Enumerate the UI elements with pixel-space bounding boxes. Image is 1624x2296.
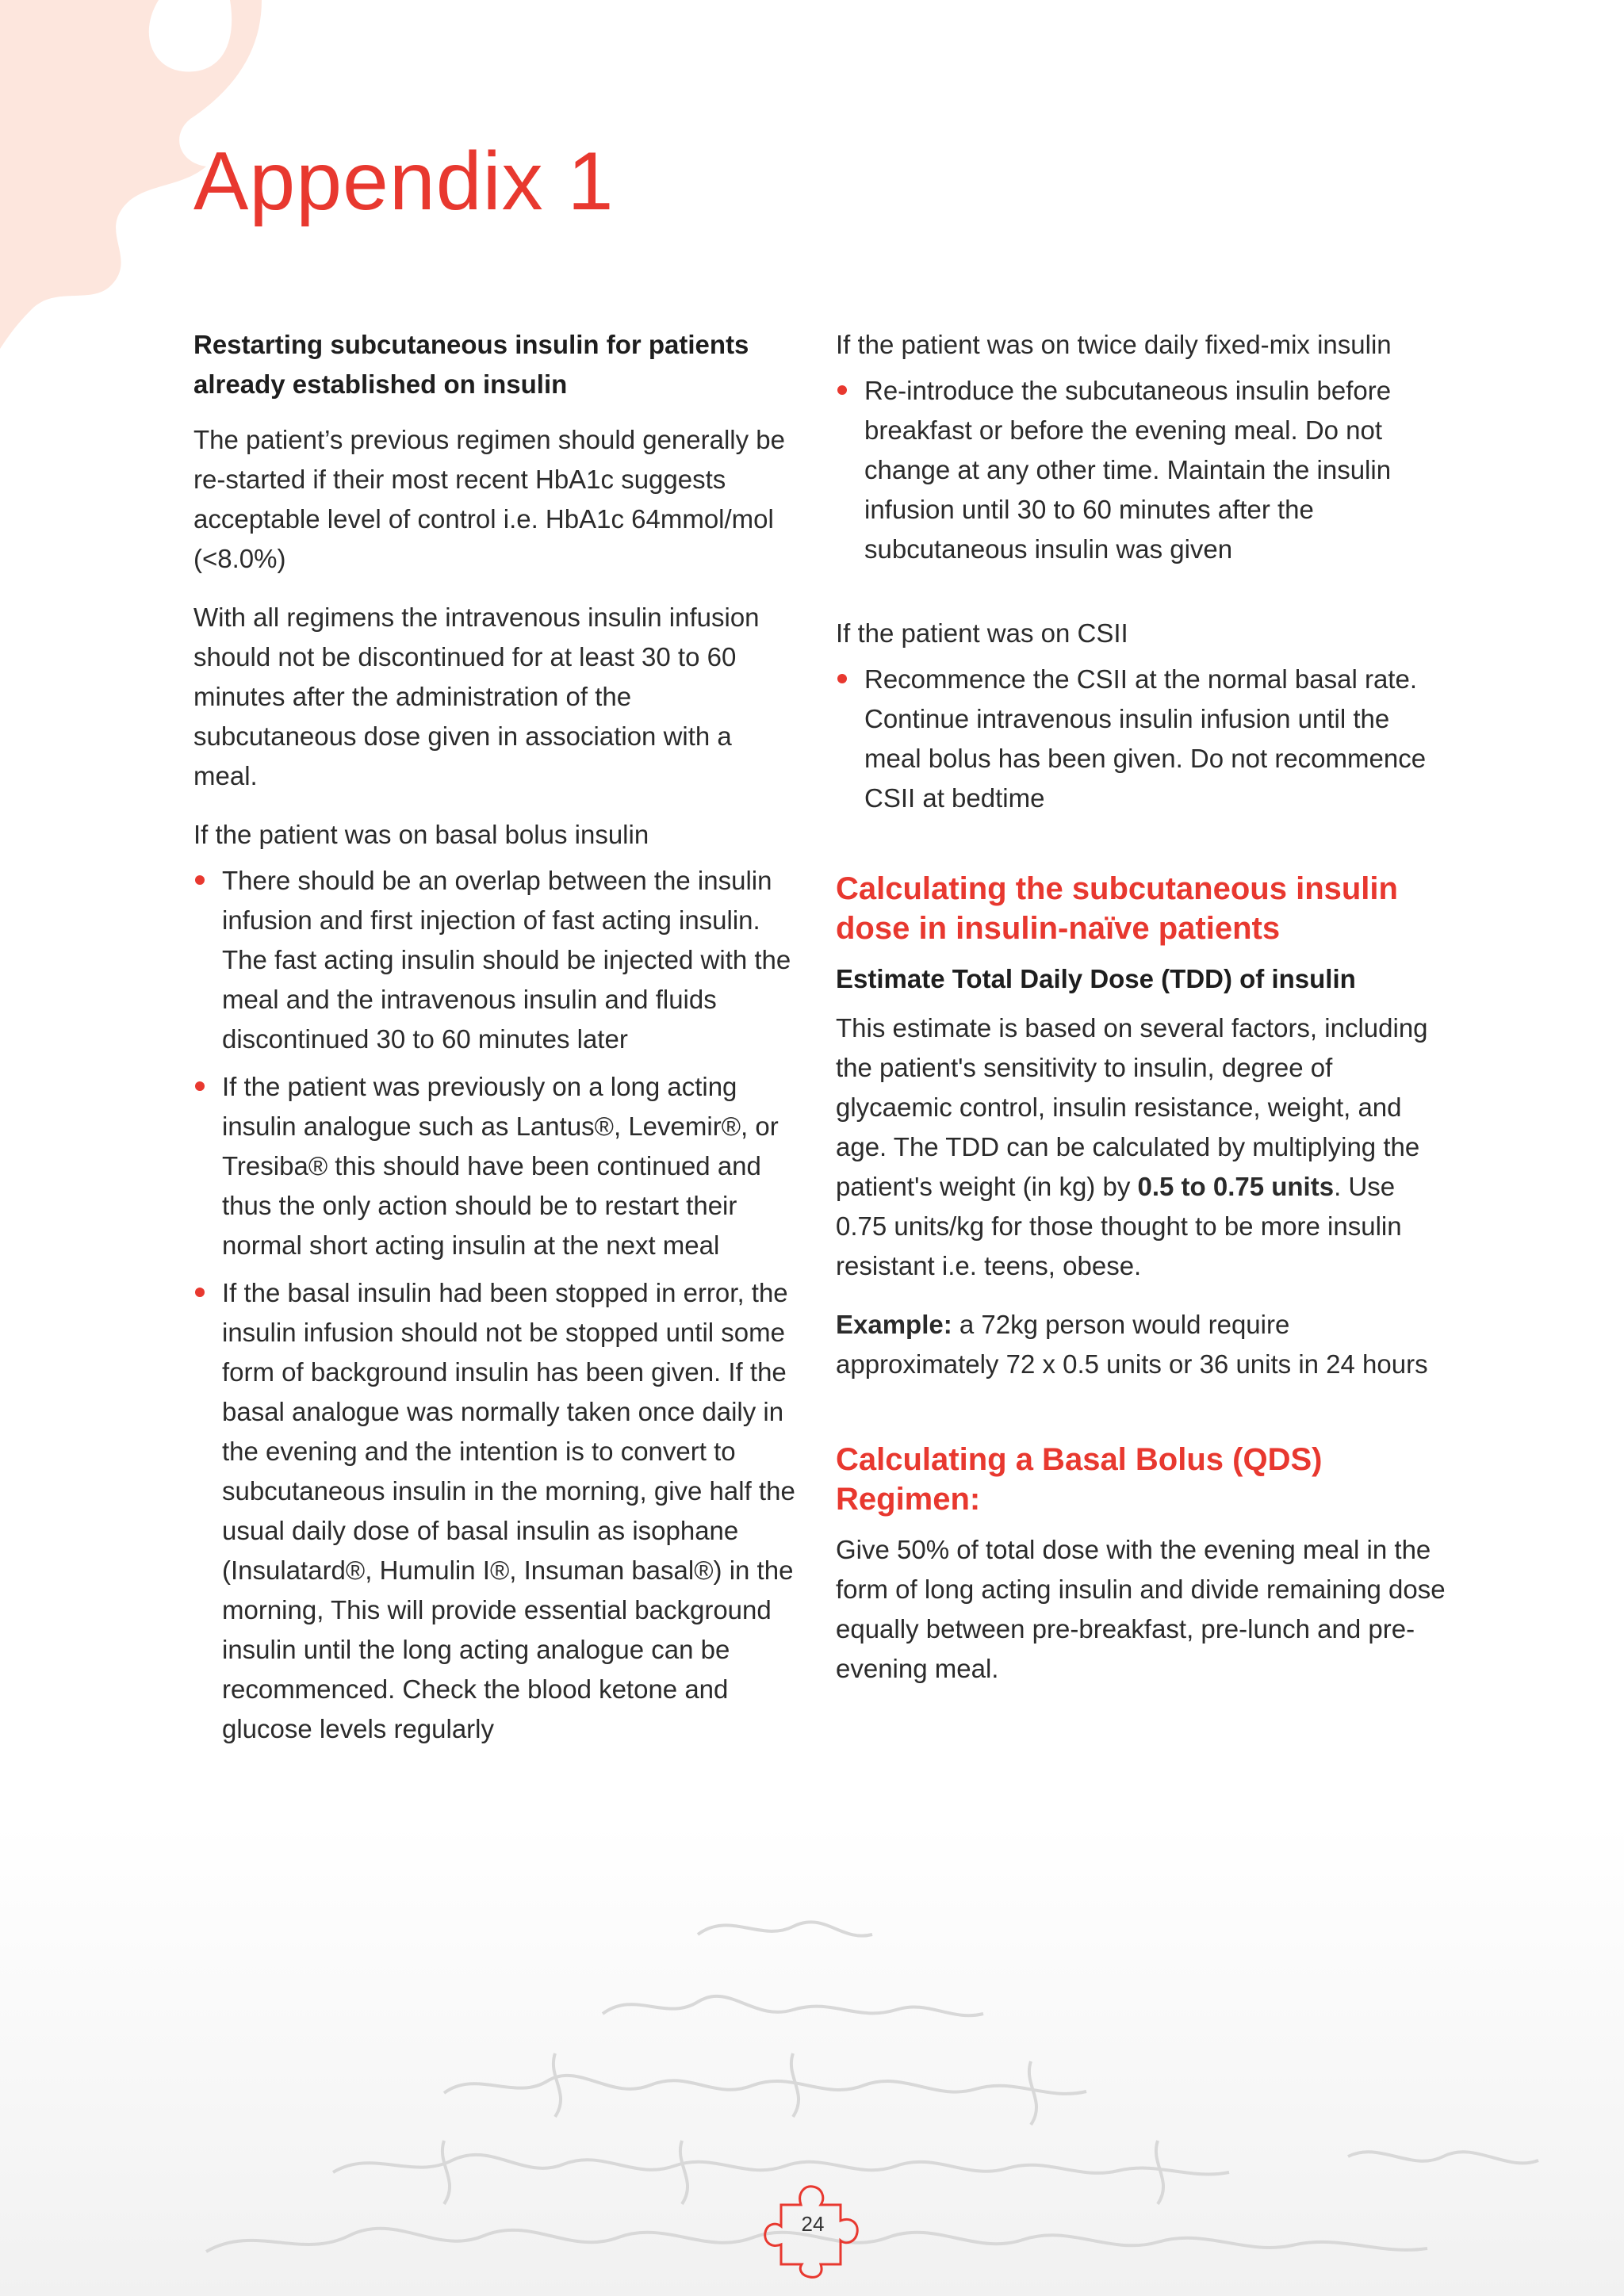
paragraph-basal-regimen: Give 50% of total dose with the evening meal in the form of long acting insulin and divide remaining dose equally between pre-breakfast, pre-lunch and pre-evening meal. xyxy=(836,1535,1446,1683)
paragraph-tdd xyxy=(836,1008,1446,1286)
list-item: If the basal insulin had been stopped in error, the insulin infusion should not be stopped until some form of background insulin has been given. If the basal analogue was normally taken once daily in the evening and the intention is to convert to subcutaneous insulin in the morning, give half the usual daily dose of basal insulin as isophane (Insulatard®, Humulin I®, Insuman basal®) in the morning, This will provide essential background insulin until the long acting analogue can be recommenced. Check the blood ketone and glucose levels regularly xyxy=(193,1273,796,1749)
list-item: If the patient was previously on a long acting insulin analogue such as Lantus®, Levemir®, or Tresiba® this should have been continued and thus the only action should be to restart their normal short acting insulin at the next meal xyxy=(193,1067,796,1265)
list-item: Re-introduce the subcutaneous insulin before breakfast or before the evening meal. Do not change at any other time. Maintain the insulin infusion until 30 to 60 minutes after the subcutaneous insulin was given xyxy=(836,371,1446,569)
subheading-tdd: Estimate Total Daily Dose (TDD) of insulin xyxy=(836,964,1356,993)
csii-intro: If the patient was on CSII xyxy=(836,618,1128,648)
fixed-mix-list xyxy=(836,371,1446,569)
list-item: There should be an overlap between the insulin infusion and first injection of fast acting insulin. The fast acting insulin should be injected with the meal and the intravenous insulin and fluids discontinued 30 to 60 minutes later xyxy=(193,861,796,1059)
section-heading-restarting: Restarting subcutaneous insulin for patients already established on insulin xyxy=(193,330,749,399)
page-number: 24 xyxy=(801,2212,825,2236)
left-column xyxy=(193,325,796,1768)
heading-basal-bolus-regimen: Calculating a Basal Bolus (QDS) Regimen: xyxy=(836,1442,1323,1517)
example-text: a 72kg person would require approximately 72 x 0.5 units or 36 units in 24 hours xyxy=(836,1310,1428,1379)
paragraph-previous-regimen: The patient’s previous regimen should generally be re-started if their most recent HbA1c suggests acceptable level of control i.e. HbA1c 64mmol/mol (<8.0%) xyxy=(193,425,786,573)
paragraph-all-regimens: With all regimens the intravenous insulin infusion should not be discontinued for at least 30 to 60 minutes after the administration of the subcutaneous dose given in association with a meal. xyxy=(193,603,760,790)
page-title: Appendix 1 xyxy=(193,136,615,228)
list-item: Recommence the CSII at the normal basal rate. Continue intravenous insulin infusion until the meal bolus has been given. Do not recommence CSII at bedtime xyxy=(836,660,1446,818)
tdd-text-before: This estimate is based on several factors, including the patient's sensitivity to insulin, degree of glycaemic control, insulin resistance, weight, and age. The TDD can be calculated by multiplying the patient's weight (in kg) by xyxy=(836,1013,1428,1201)
fixed-mix-intro: If the patient was on twice daily fixed-mix insulin xyxy=(836,330,1392,359)
example-label: Example: xyxy=(836,1310,952,1339)
tdd-dose-range: 0.5 to 0.75 units xyxy=(1137,1172,1335,1201)
page-number-badge xyxy=(757,2177,868,2280)
paragraph-example xyxy=(836,1305,1446,1384)
basal-bolus-intro: If the patient was on basal bolus insulin xyxy=(193,820,649,849)
tdd-text-after: . Use 0.75 units/kg for those thought to be more insulin resistant i.e. teens, obese. xyxy=(836,1172,1402,1280)
basal-bolus-list xyxy=(193,861,796,1749)
right-column xyxy=(836,325,1446,1708)
heading-calculating-dose: Calculating the subcutaneous insulin dose in insulin-naïve patients xyxy=(836,871,1398,946)
csii-list xyxy=(836,660,1446,818)
